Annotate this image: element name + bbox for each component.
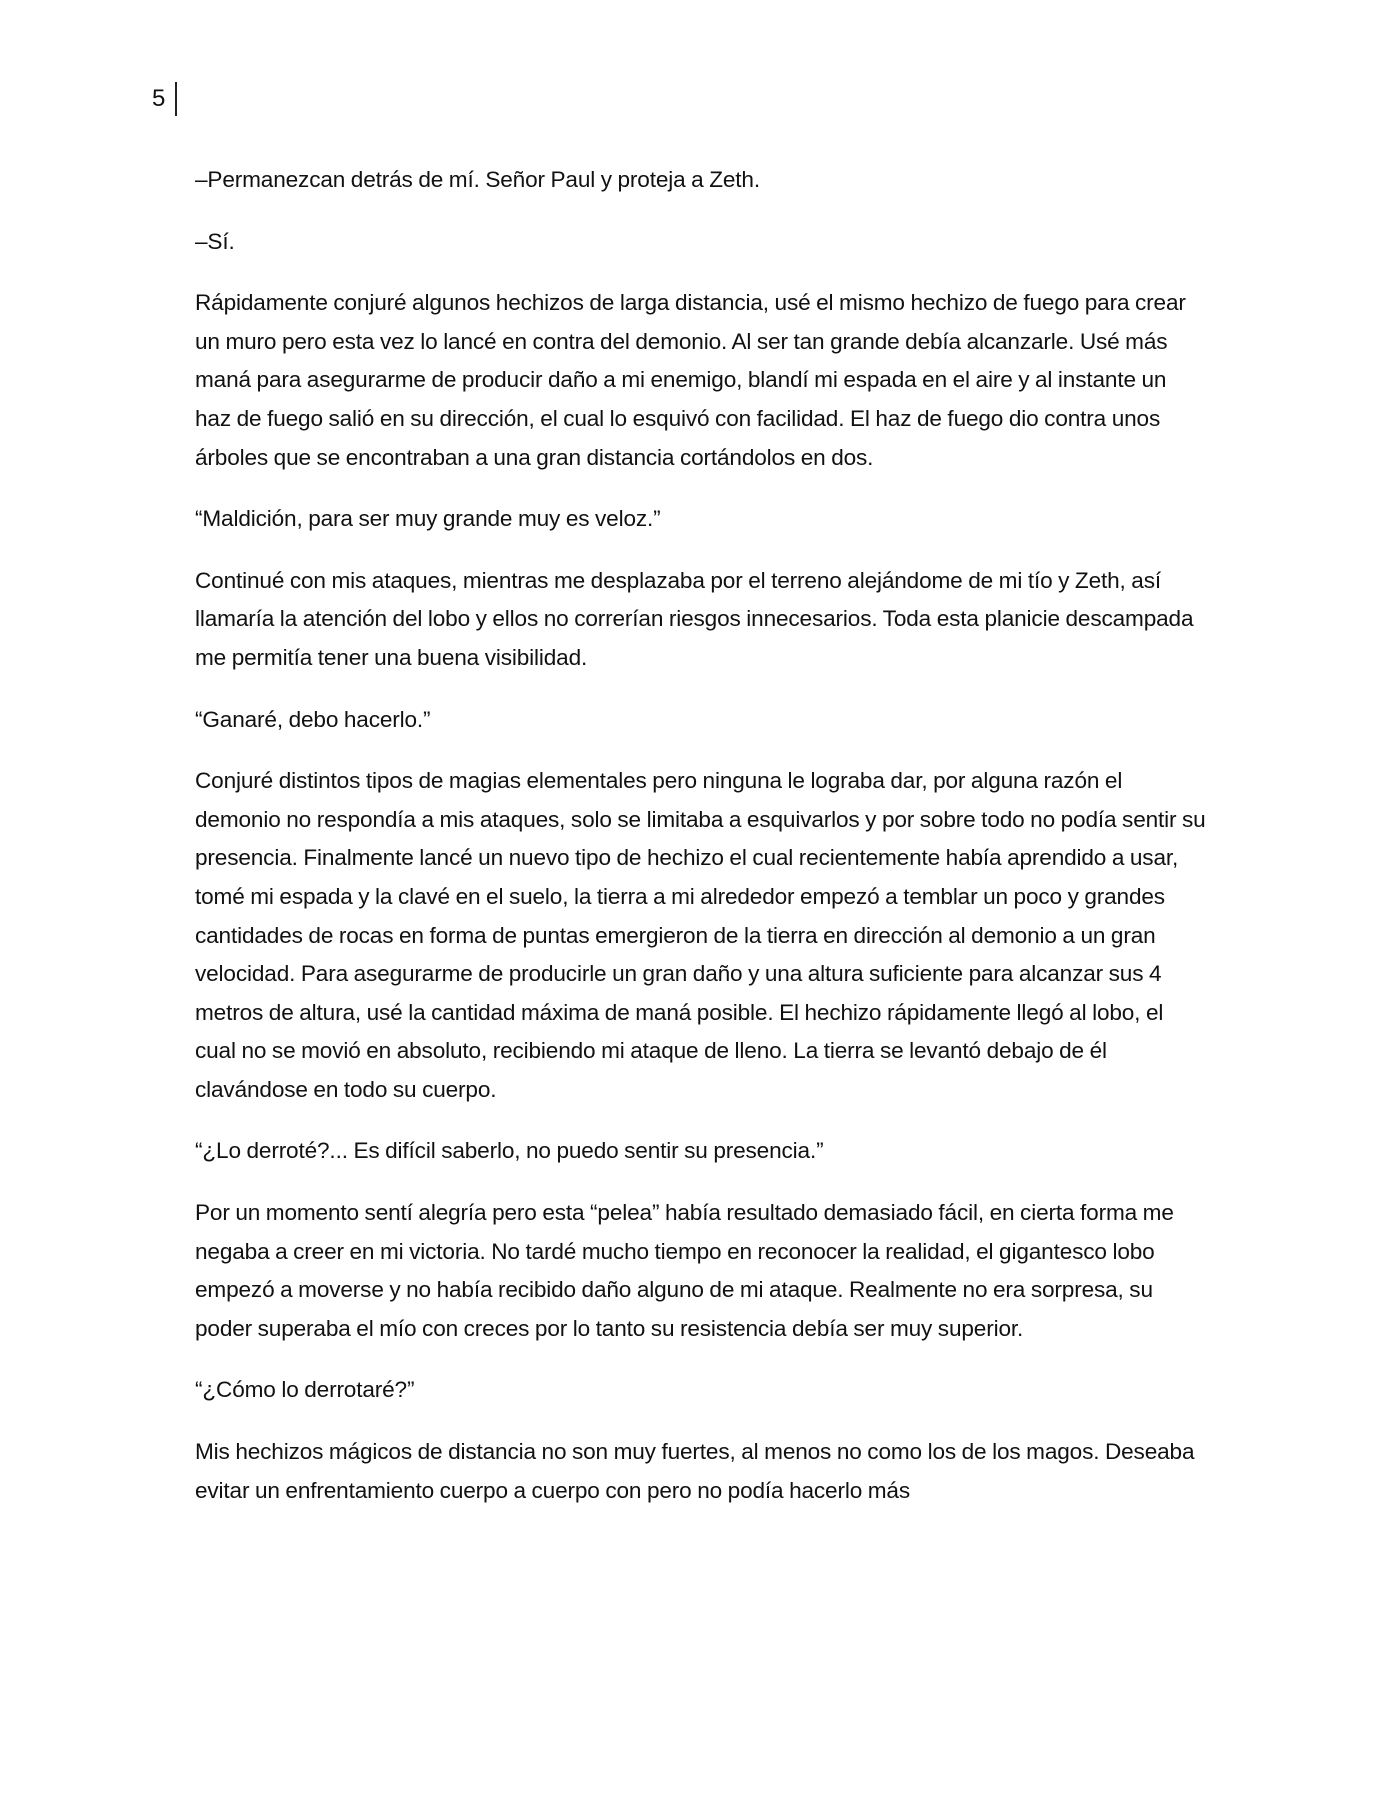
- narrative-paragraph: Rápidamente conjuré algunos hechizos de larga distancia, usé el mismo hechizo de fuego para crear un muro pero esta vez lo lancé en contra del demonio. Al ser tan grande debía alcanzarle. Usé más maná para asegurarme de producir daño a mi enemigo, blandí mi espada en el aire y al instante un haz de fuego salió en su dirección, el cual lo esquivó con facilidad. El haz de fuego dio contra unos árboles que se encontraban a una gran distancia cortándolos en dos.: [195, 290, 1186, 470]
- page-number: 5: [152, 85, 166, 112]
- document-body: [195, 161, 1207, 1533]
- narrative-paragraph: Conjuré distintos tipos de magias elementales pero ninguna le lograba dar, por alguna razón el demonio no respondía a mis ataques, solo se limitaba a esquivarlos y por sobre todo no podía sentir su presencia. Finalmente lancé un nuevo tipo de hechizo el cual recientemente había aprendido a usar, tomé mi espada y la clavé en el suelo, la tierra a mi alrededor empezó a temblar un poco y grandes cantidades de rocas en forma de puntas emergieron de la tierra en dirección al demonio a un gran velocidad. Para asegurarme de producirle un gran daño y una altura suficiente para alcanzar sus 4 metros de altura, usé la cantidad máxima de maná posible. El hechizo rápidamente llegó al lobo, el cual no se movió en absoluto, recibiendo mi ataque de lleno. La tierra se levantó debajo de él clavándose en todo su cuerpo.: [195, 768, 1206, 1102]
- page-header: [152, 82, 177, 116]
- header-divider: [175, 82, 177, 116]
- thought-line: “Ganaré, debo hacerlo.”: [195, 706, 431, 732]
- narrative-paragraph: Continué con mis ataques, mientras me desplazaba por el terreno alejándome de mi tío y Zeth, así llamaría la atención del lobo y ellos no correrían riesgos innecesarios. Toda esta planicie descampada me permitía tener una buena visibilidad.: [195, 567, 1194, 670]
- narrative-paragraph: Mis hechizos mágicos de distancia no son muy fuertes, al menos no como los de los magos. Deseaba evitar un enfrentamiento cuerpo a cuerpo con pero no podía hacerlo más: [195, 1439, 1195, 1503]
- narrative-paragraph: Por un momento sentí alegría pero esta “pelea” había resultado demasiado fácil, en cierta forma me negaba a creer en mi victoria. No tardé mucho tiempo en reconocer la realidad, el gigantesco lobo empezó a moverse y no había recibido daño alguno de mi ataque. Realmente no era sorpresa, su poder superaba el mío con creces por lo tanto su resistencia debía ser muy superior.: [195, 1200, 1174, 1341]
- thought-line: “Maldición, para ser muy grande muy es veloz.”: [195, 506, 661, 532]
- dialogue-line: –Sí.: [195, 228, 235, 254]
- dialogue-line: –Permanezcan detrás de mí. Señor Paul y proteja a Zeth.: [195, 167, 760, 192]
- thought-line: “¿Lo derroté?... Es difícil saberlo, no puedo sentir su presencia.”: [195, 1138, 824, 1164]
- thought-line: “¿Cómo lo derrotaré?”: [195, 1377, 415, 1403]
